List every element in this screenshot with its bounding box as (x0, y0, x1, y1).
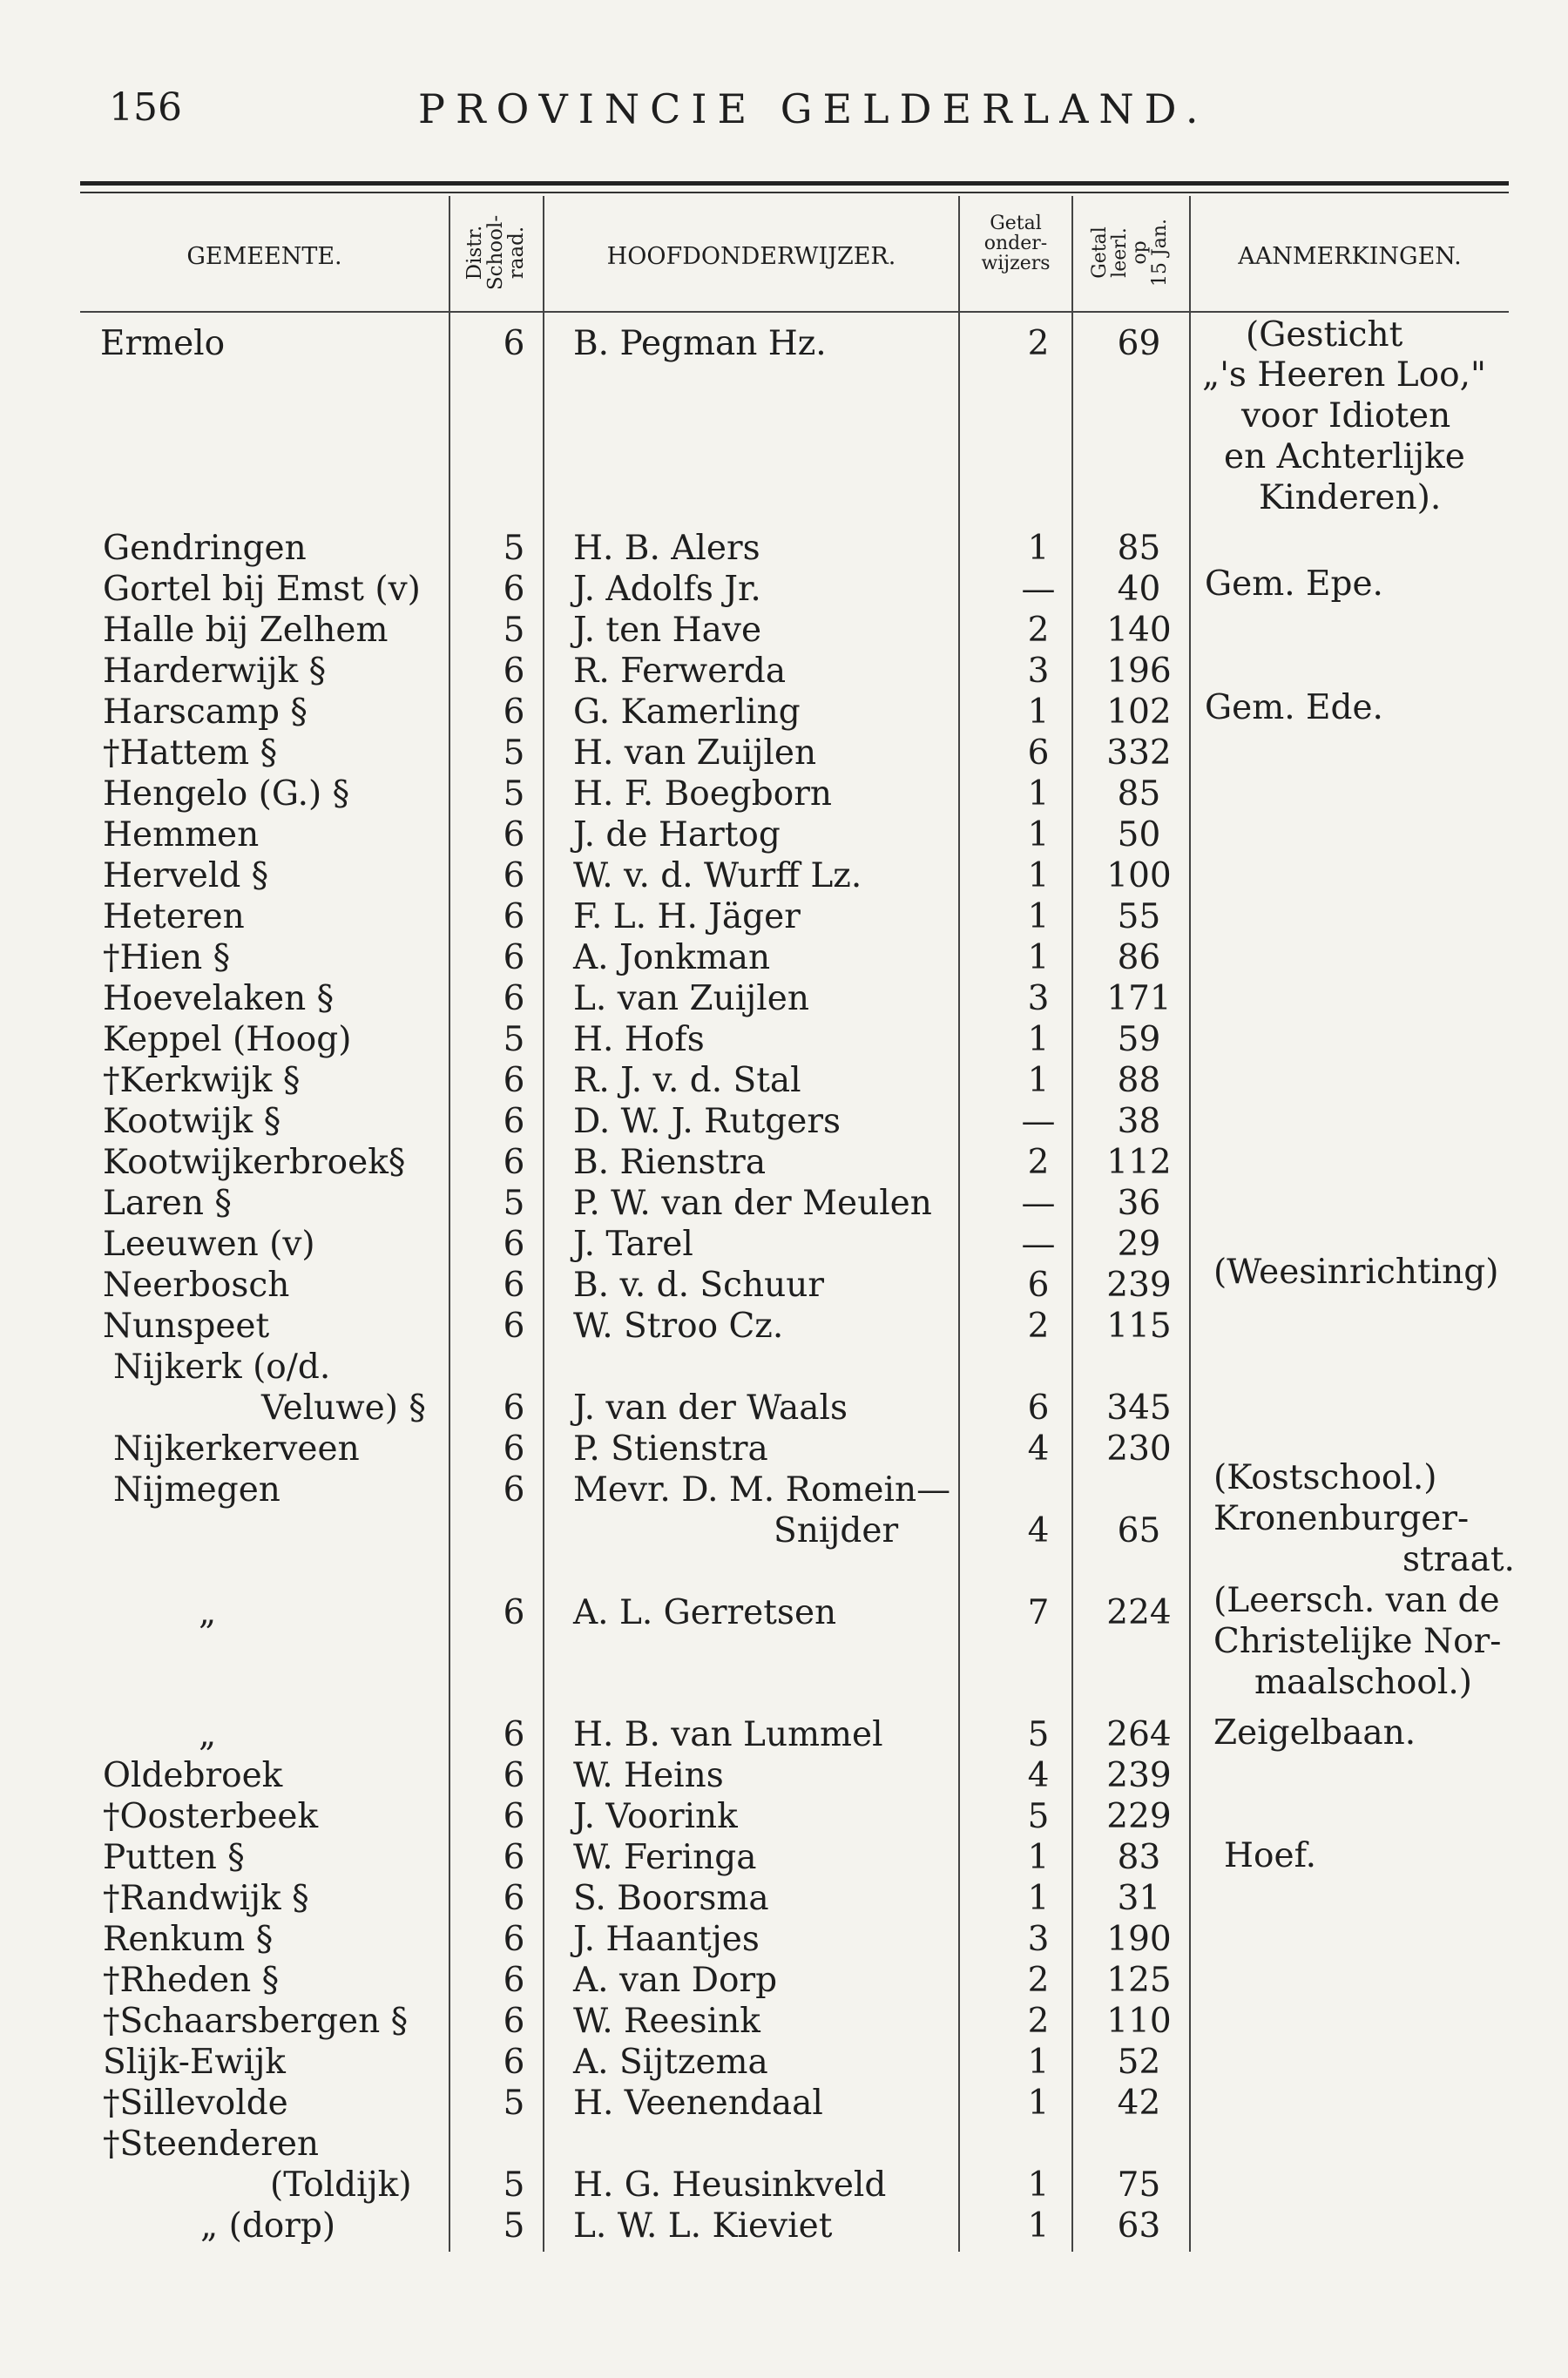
cell-leerlingen: 332 (1106, 733, 1172, 773)
cell-gemeente: Oldebroek (103, 1756, 283, 1795)
cell-gemeente: Halle bij Zelhem (103, 611, 389, 650)
cell-distr: 6 (503, 2002, 525, 2041)
cell-leerlingen: 239 (1106, 1266, 1172, 1305)
cell-gemeente: Gendringen (103, 529, 307, 568)
col-header-leerl-line3: op (1129, 240, 1151, 265)
cell-leerlingen: 83 (1117, 1838, 1161, 1877)
cell-distr: 5 (503, 733, 525, 773)
cell-onderwijzers: 1 (1027, 938, 1050, 977)
cell-hoofdonderwijzer: J. Haantjes (573, 1920, 760, 1959)
cell-gemeente: Hoevelaken § (103, 979, 335, 1018)
cell-onderwijzers: — (1021, 1225, 1056, 1264)
cell-gemeente: Slijk-Ewijk (103, 2043, 286, 2082)
cell-hoofdonderwijzer: J. Voorink (573, 1797, 738, 1836)
cell-gemeente: „ (199, 1715, 217, 1754)
cell-onderwijzers: 1 (1027, 1879, 1050, 1918)
cell-gemeente: Leeuwen (v) (103, 1225, 315, 1264)
cell-hoofdonderwijzer: D. W. J. Rutgers (573, 1102, 841, 1141)
cell-hoofdonderwijzer: R. Ferwerda (573, 652, 787, 691)
cell-distr: 5 (503, 1020, 525, 1059)
cell-distr: 5 (503, 2084, 525, 2123)
cell-leerlingen: 52 (1117, 2043, 1161, 2082)
cell-onderwijzers: 7 (1027, 1593, 1050, 1632)
cell-hoofdonderwijzer: J. Tarel (573, 1225, 693, 1264)
cell-leerlingen: 36 (1117, 1184, 1161, 1223)
remark-line: Gem. Ede. (1205, 688, 1383, 727)
cell-hoofdonderwijzer: J. ten Have (573, 611, 762, 650)
cell-gemeente: Renkum § (103, 1920, 274, 1959)
cell-hoofdonderwijzer: H. G. Heusinkveld (573, 2165, 887, 2205)
cell-hoofdonderwijzer: B. v. d. Schuur (573, 1266, 824, 1305)
cell-hoofdonderwijzer: P. Stienstra (573, 1429, 768, 1469)
cell-onderwijzers: 1 (1027, 2043, 1050, 2082)
remark-line: Kronenburger- (1213, 1499, 1470, 1538)
page-number: 156 (109, 85, 182, 130)
cell-leerlingen: 100 (1106, 856, 1172, 895)
cell-gemeente: Nunspeet (103, 1307, 270, 1346)
cell-distr: 6 (503, 856, 525, 895)
cell-hoofdonderwijzer: R. J. v. d. Stal (573, 1061, 801, 1100)
cell-leerlingen: 55 (1117, 897, 1161, 936)
cell-gemeente: †Schaarsbergen § (103, 2002, 409, 2041)
cell-gemeente: Nijkerk (o/d. (113, 1348, 331, 1387)
remark-line: Zeigelbaan. (1213, 1713, 1416, 1753)
cell-leerlingen: 69 (1117, 324, 1161, 363)
cell-distr: 6 (503, 1797, 525, 1836)
cell-gemeente: Harscamp § (103, 692, 308, 732)
cell-gemeente: Hemmen (103, 815, 260, 855)
cell-distr: 6 (503, 1307, 525, 1346)
cell-onderwijzers: 1 (1027, 2206, 1050, 2246)
col-header-getal-line2: onder- (983, 233, 1048, 254)
cell-onderwijzers: 2 (1027, 1307, 1050, 1346)
cell-gemeente: Nijmegen (113, 1470, 280, 1510)
cell-gemeente: Keppel (Hoog) (103, 1020, 352, 1059)
col-header-distr-line2: School- (484, 214, 507, 291)
remark-line: Hoef. (1224, 1836, 1317, 1875)
col-header-distr-line3: raad. (505, 226, 528, 280)
col-header-leerl-line2: leerl. (1109, 227, 1131, 278)
cell-gemeente: Kootwijk § (103, 1102, 281, 1141)
col-header-distr-line1: Distr. (463, 225, 486, 280)
cell-hoofdonderwijzer: H. Veenendaal (573, 2084, 823, 2123)
cell-onderwijzers: 6 (1027, 1266, 1050, 1305)
cell-distr: 6 (503, 1225, 525, 1264)
column-divider (958, 196, 960, 2252)
cell-hoofdonderwijzer: H. Hofs (573, 1020, 705, 1059)
cell-gemeente: Ermelo (100, 324, 226, 363)
remark-line: (Gesticht (1246, 315, 1403, 355)
cell-onderwijzers: 1 (1027, 529, 1050, 568)
cell-leerlingen: 345 (1106, 1388, 1172, 1428)
cell-hoofdonderwijzer: H. B. van Lummel (573, 1715, 883, 1754)
cell-hoofdonderwijzer: A. L. Gerretsen (573, 1593, 837, 1632)
cell-distr: 6 (503, 1593, 525, 1632)
cell-onderwijzers: — (1021, 1102, 1056, 1141)
cell-distr: 6 (503, 1961, 525, 2000)
cell-hoofdonderwijzer: H. F. Boegborn (573, 774, 832, 814)
cell-distr: 6 (503, 1920, 525, 1959)
cell-leerlingen: 171 (1106, 979, 1172, 1018)
top-rule (80, 181, 1509, 186)
cell-onderwijzers: 1 (1027, 692, 1050, 732)
cell-hoofdonderwijzer: Snijder (774, 1511, 899, 1550)
cell-leerlingen: 65 (1117, 1511, 1161, 1550)
cell-leerlingen: 102 (1106, 692, 1172, 732)
cell-hoofdonderwijzer: B. Pegman Hz. (573, 324, 827, 363)
cell-onderwijzers: 1 (1027, 1061, 1050, 1100)
cell-leerlingen: 75 (1117, 2165, 1161, 2205)
cell-leerlingen: 115 (1106, 1307, 1172, 1346)
cell-onderwijzers: 3 (1027, 652, 1050, 691)
cell-leerlingen: 31 (1117, 1879, 1161, 1918)
remark-line: straat. (1402, 1540, 1515, 1579)
cell-leerlingen: 264 (1106, 1715, 1172, 1754)
cell-onderwijzers: 2 (1027, 1143, 1050, 1182)
top-rule-thin (80, 192, 1509, 193)
cell-distr: 6 (503, 1266, 525, 1305)
cell-leerlingen: 229 (1106, 1797, 1172, 1836)
remark-line: „'s Heeren Loo," (1202, 355, 1486, 395)
cell-hoofdonderwijzer: W. Heins (573, 1756, 724, 1795)
cell-hoofdonderwijzer: F. L. H. Jäger (573, 897, 801, 936)
cell-onderwijzers: 4 (1027, 1756, 1050, 1795)
cell-leerlingen: 59 (1117, 1020, 1161, 1059)
running-head: PROVINCIE GELDERLAND. (418, 85, 1209, 132)
cell-onderwijzers: 3 (1027, 979, 1050, 1018)
cell-hoofdonderwijzer: A. Sijtzema (573, 2043, 768, 2082)
cell-hoofdonderwijzer: W. Reesink (573, 2002, 760, 2041)
cell-gemeente: (Toldijk) (270, 2165, 412, 2205)
cell-distr: 6 (503, 1143, 525, 1182)
cell-onderwijzers: 1 (1027, 1020, 1050, 1059)
col-header-leerl-line4: 15 Jan. (1149, 218, 1171, 287)
cell-onderwijzers: 1 (1027, 856, 1050, 895)
cell-distr: 6 (503, 570, 525, 609)
cell-leerlingen: 140 (1106, 611, 1172, 650)
cell-gemeente: †Rheden § (103, 1961, 280, 2000)
col-header-leerl-line1: Getal (1089, 226, 1111, 279)
cell-hoofdonderwijzer: W. Feringa (573, 1838, 757, 1877)
cell-leerlingen: 125 (1106, 1961, 1172, 2000)
col-header-getal-leerlingen (1090, 219, 1170, 287)
column-divider (449, 196, 450, 2252)
cell-onderwijzers: 3 (1027, 1920, 1050, 1959)
cell-leerlingen: 110 (1106, 2002, 1172, 2041)
cell-distr: 6 (503, 897, 525, 936)
cell-distr: 6 (503, 1756, 525, 1795)
cell-hoofdonderwijzer: W. Stroo Cz. (573, 1307, 784, 1346)
cell-leerlingen: 38 (1117, 1102, 1161, 1141)
cell-onderwijzers: 5 (1027, 1797, 1050, 1836)
cell-leerlingen: 112 (1106, 1143, 1172, 1182)
cell-distr: 5 (503, 1184, 525, 1223)
cell-hoofdonderwijzer: B. Rienstra (573, 1143, 767, 1182)
cell-hoofdonderwijzer: L. W. L. Kieviet (573, 2206, 833, 2246)
cell-gemeente: Veluwe) § (261, 1388, 426, 1428)
cell-gemeente: †Oosterbeek (103, 1797, 319, 1836)
remark-line: Christelijke Nor- (1213, 1622, 1502, 1661)
cell-gemeente: Hengelo (G.) § (103, 774, 350, 814)
cell-onderwijzers: 5 (1027, 1715, 1050, 1754)
cell-distr: 6 (503, 938, 525, 977)
cell-gemeente: Putten § (103, 1838, 245, 1877)
cell-gemeente: Kootwijkerbroek§ (103, 1143, 406, 1182)
cell-onderwijzers: 6 (1027, 1388, 1050, 1428)
cell-distr: 5 (503, 774, 525, 814)
cell-gemeente: Herveld § (103, 856, 269, 895)
cell-hoofdonderwijzer: A. Jonkman (573, 938, 771, 977)
cell-leerlingen: 85 (1117, 529, 1161, 568)
cell-onderwijzers: 1 (1027, 2165, 1050, 2205)
cell-gemeente: Laren § (103, 1184, 232, 1223)
cell-leerlingen: 42 (1117, 2084, 1161, 2123)
cell-distr: 6 (503, 2043, 525, 2082)
remark-line: (Leersch. van de (1213, 1581, 1500, 1620)
cell-onderwijzers: 2 (1027, 324, 1050, 363)
cell-leerlingen: 50 (1117, 815, 1161, 855)
cell-distr: 5 (503, 2206, 525, 2246)
cell-leerlingen: 196 (1106, 652, 1172, 691)
cell-hoofdonderwijzer: J. van der Waals (573, 1388, 848, 1428)
cell-gemeente: „ (dorp) (200, 2206, 336, 2246)
cell-distr: 6 (503, 1838, 525, 1877)
cell-gemeente: †Hattem § (103, 733, 278, 773)
cell-onderwijzers: 6 (1027, 733, 1050, 773)
col-header-distr (464, 215, 527, 290)
cell-onderwijzers: 1 (1027, 815, 1050, 855)
cell-distr: 5 (503, 611, 525, 650)
cell-leerlingen: 239 (1106, 1756, 1172, 1795)
cell-hoofdonderwijzer: G. Kamerling (573, 692, 801, 732)
cell-distr: 5 (503, 2165, 525, 2205)
cell-distr: 6 (503, 815, 525, 855)
cell-gemeente: †Sillevolde (103, 2084, 288, 2123)
col-header-getal-line3: wijzers (981, 253, 1051, 274)
cell-leerlingen: 190 (1106, 1920, 1172, 1959)
cell-gemeente: †Steenderen (103, 2125, 320, 2164)
col-header-hoofdonderwijzer: HOOFDONDERWIJZER. (606, 243, 896, 270)
cell-onderwijzers: 1 (1027, 2084, 1050, 2123)
remark-line: voor Idioten (1241, 396, 1451, 436)
cell-distr: 5 (503, 529, 525, 568)
cell-distr: 6 (503, 1388, 525, 1428)
cell-onderwijzers: 1 (1027, 774, 1050, 814)
cell-leerlingen: 63 (1117, 2206, 1161, 2246)
cell-leerlingen: 88 (1117, 1061, 1161, 1100)
cell-leerlingen: 230 (1106, 1429, 1172, 1469)
cell-hoofdonderwijzer: H. van Zuijlen (573, 733, 817, 773)
cell-onderwijzers: 2 (1027, 1961, 1050, 2000)
cell-hoofdonderwijzer: A. van Dorp (573, 1961, 778, 2000)
col-header-getal-onderwijzers (960, 213, 1071, 274)
cell-distr: 6 (503, 1715, 525, 1754)
cell-distr: 6 (503, 979, 525, 1018)
remark-line: Gem. Epe. (1205, 564, 1383, 604)
cell-gemeente: Neerbosch (103, 1266, 290, 1305)
remark-line: en Achterlijke (1224, 437, 1465, 476)
cell-gemeente: Gortel bij Emst (v) (103, 570, 421, 609)
cell-gemeente: †Randwijk § (103, 1879, 309, 1918)
cell-leerlingen: 224 (1106, 1593, 1172, 1632)
cell-gemeente: †Kerkwijk § (103, 1061, 301, 1100)
cell-onderwijzers: 2 (1027, 2002, 1050, 2041)
cell-distr: 6 (503, 1061, 525, 1100)
cell-distr: 6 (503, 652, 525, 691)
cell-hoofdonderwijzer: L. van Zuijlen (573, 979, 809, 1018)
col-header-gemeente: GEMEENTE. (186, 243, 342, 270)
col-header-getal-line1: Getal (990, 213, 1042, 234)
cell-hoofdonderwijzer: H. B. Alers (573, 529, 760, 568)
remark-line: maalschool.) (1254, 1663, 1472, 1702)
cell-gemeente: †Hien § (103, 938, 231, 977)
remark-line: (Kostschool.) (1213, 1458, 1437, 1497)
cell-gemeente: Harderwijk § (103, 652, 327, 691)
col-header-aanmerkingen: AANMERKINGEN. (1238, 243, 1462, 270)
cell-distr: 6 (503, 1879, 525, 1918)
header-rule (80, 311, 1509, 313)
cell-distr: 6 (503, 324, 525, 363)
cell-onderwijzers: 2 (1027, 611, 1050, 650)
cell-gemeente: Nijkerkerveen (113, 1429, 360, 1469)
cell-leerlingen: 85 (1117, 774, 1161, 814)
cell-distr: 6 (503, 1102, 525, 1141)
cell-leerlingen: 29 (1117, 1225, 1161, 1264)
cell-distr: 6 (503, 1470, 525, 1510)
cell-gemeente: „ (199, 1593, 217, 1632)
cell-onderwijzers: 1 (1027, 897, 1050, 936)
cell-distr: 6 (503, 692, 525, 732)
cell-hoofdonderwijzer: W. v. d. Wurff Lz. (573, 856, 862, 895)
cell-hoofdonderwijzer: J. Adolfs Jr. (573, 570, 761, 609)
cell-onderwijzers: 4 (1027, 1429, 1050, 1469)
remark-line: Kinderen). (1259, 478, 1442, 517)
cell-hoofdonderwijzer: Mevr. D. M. Romein— (573, 1470, 951, 1510)
cell-onderwijzers: — (1021, 1184, 1056, 1223)
cell-distr: 6 (503, 1429, 525, 1469)
cell-onderwijzers: 4 (1027, 1511, 1050, 1550)
cell-gemeente: Heteren (103, 897, 245, 936)
cell-hoofdonderwijzer: S. Boorsma (573, 1879, 769, 1918)
remark-line: (Weesinrichting) (1213, 1253, 1499, 1292)
cell-onderwijzers: — (1021, 570, 1056, 609)
cell-onderwijzers: 1 (1027, 1838, 1050, 1877)
cell-leerlingen: 40 (1117, 570, 1161, 609)
cell-hoofdonderwijzer: P. W. van der Meulen (573, 1184, 932, 1223)
cell-leerlingen: 86 (1117, 938, 1161, 977)
cell-hoofdonderwijzer: J. de Hartog (573, 815, 781, 855)
